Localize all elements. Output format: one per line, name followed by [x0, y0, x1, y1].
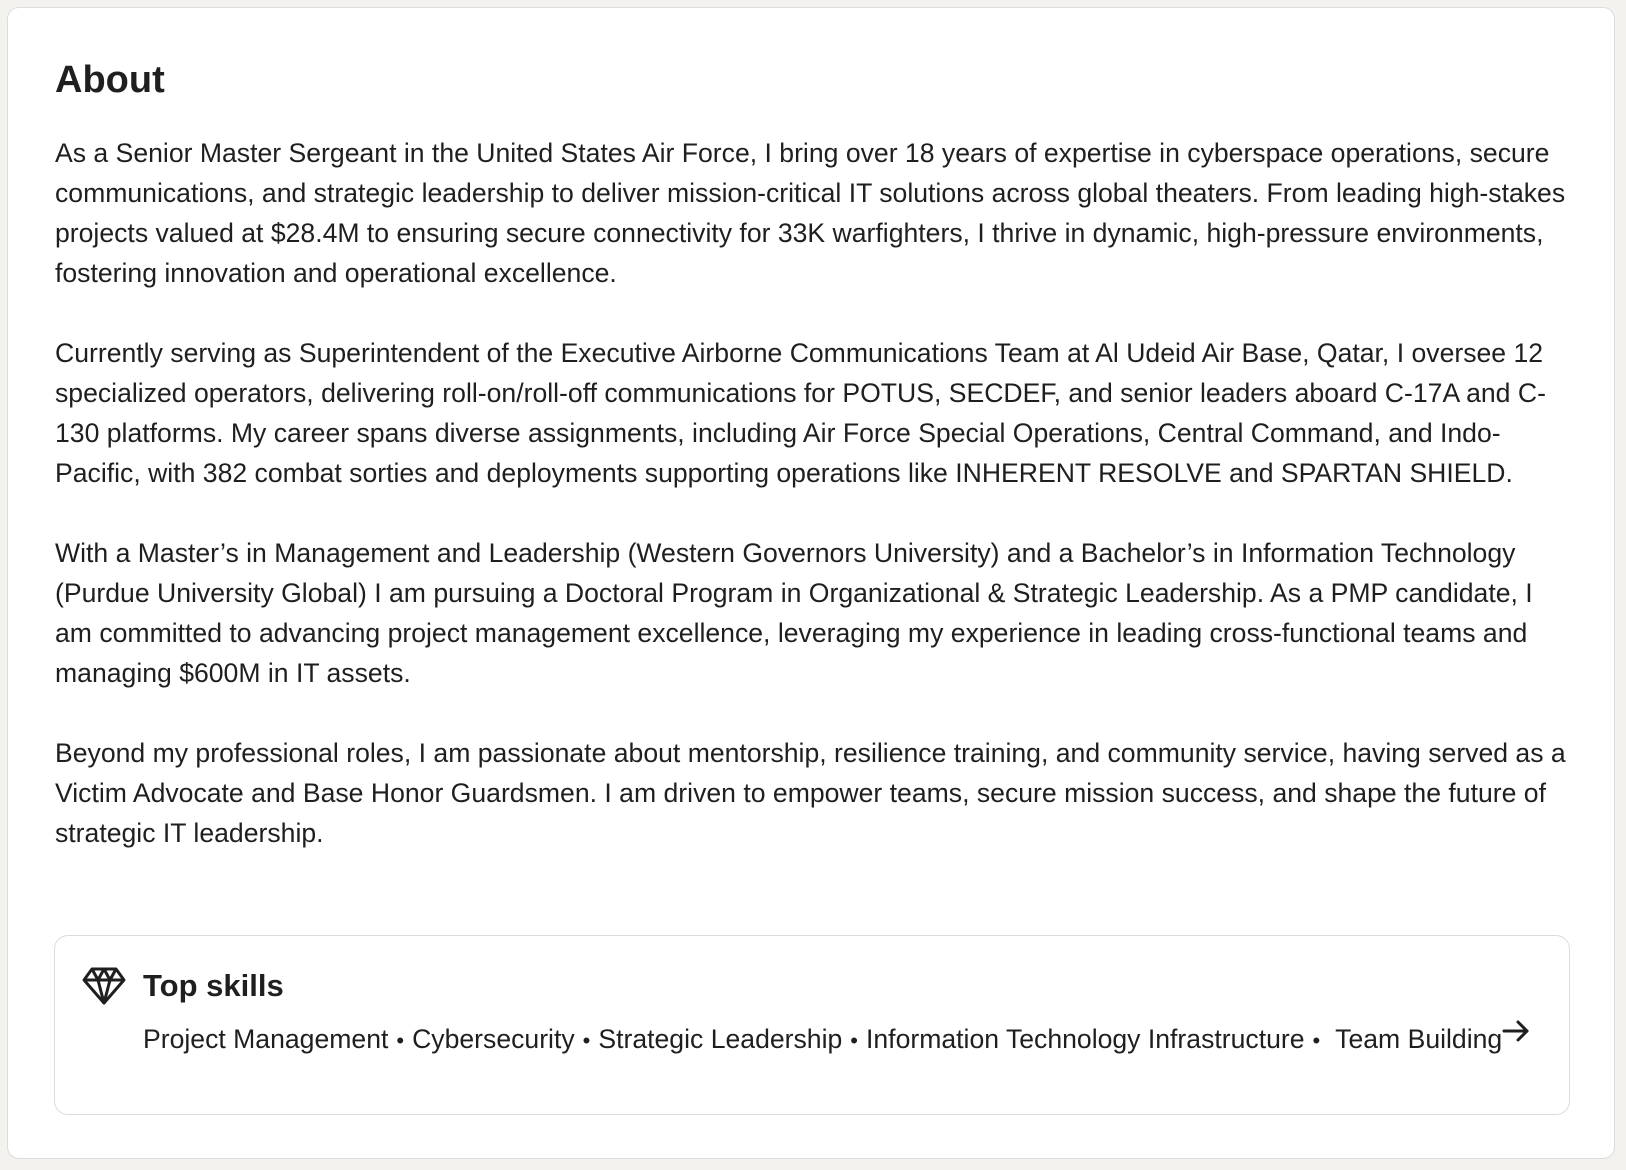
about-paragraph: As a Senior Master Sergeant in the United States Air Force, I bring over 18 years of expertise in cyberspace operations, secure communications, and strategic leadership to deliver mission-critical IT solutions across global theaters. From leading high-stakes projects valued at $28.4M to ensuring secure connectivity for 33K warfighters, I thrive in dynamic, high-pressure environments, fostering innovation and operational excellence. — [55, 138, 1566, 288]
arrow-right-icon[interactable] — [1501, 1016, 1531, 1046]
about-card — [7, 7, 1615, 1159]
top-skills-card[interactable] — [54, 935, 1570, 1115]
about-paragraph: Beyond my professional roles, I am passionate about mentorship, resilience training, and community service, having served as a Victim Advocate and Base Honor Guardsmen. I am driven to empower teams, secure mission success, and shape the future of strategic IT leadership. — [55, 738, 1566, 848]
skill-item: Strategic Leadership — [598, 1024, 843, 1054]
skill-item: Information Technology Infrastructure — [866, 1024, 1305, 1054]
skill-item: Team Building — [1335, 1024, 1503, 1054]
about-paragraph: Currently serving as Superintendent of the Executive Airborne Communications Team at Al Udeid Air Base, Qatar, I oversee 12 specialized operators, delivering roll-on/roll-off communications for POTUS, SECDEF, and senior leaders aboard C-17A and C-130 platforms. My career spans diverse assignments, including Air Force Special Operations, Central Command, and Indo-Pacific, with 382 combat sorties and deployments supporting operations like INHERENT RESOLVE and SPARTAN SHIELD. — [55, 338, 1546, 488]
skill-separator: • — [850, 1028, 858, 1053]
skill-item: Cybersecurity — [412, 1024, 575, 1054]
diamond-icon — [82, 966, 126, 1006]
skill-separator: • — [1312, 1028, 1321, 1053]
about-text — [55, 133, 1575, 853]
skill-separator: • — [582, 1028, 591, 1053]
about-paragraph: With a Master’s in Management and Leadership (Western Governors University) and a Bachelor’s in Information Technology (Purdue University Global) I am pursuing a Doctoral Program in Organizational & Strategic Leadership. As a PMP candidate, I am committed to advancing project management excellence, leveraging my experience in leading cross-functional teams and managing $600M in IT assets. — [55, 538, 1533, 688]
about-title: About — [55, 59, 165, 101]
top-skills-list — [143, 1019, 1543, 1061]
skill-separator: • — [396, 1028, 405, 1053]
skill-item: Project Management — [143, 1024, 389, 1054]
top-skills-title: Top skills — [143, 968, 284, 1003]
